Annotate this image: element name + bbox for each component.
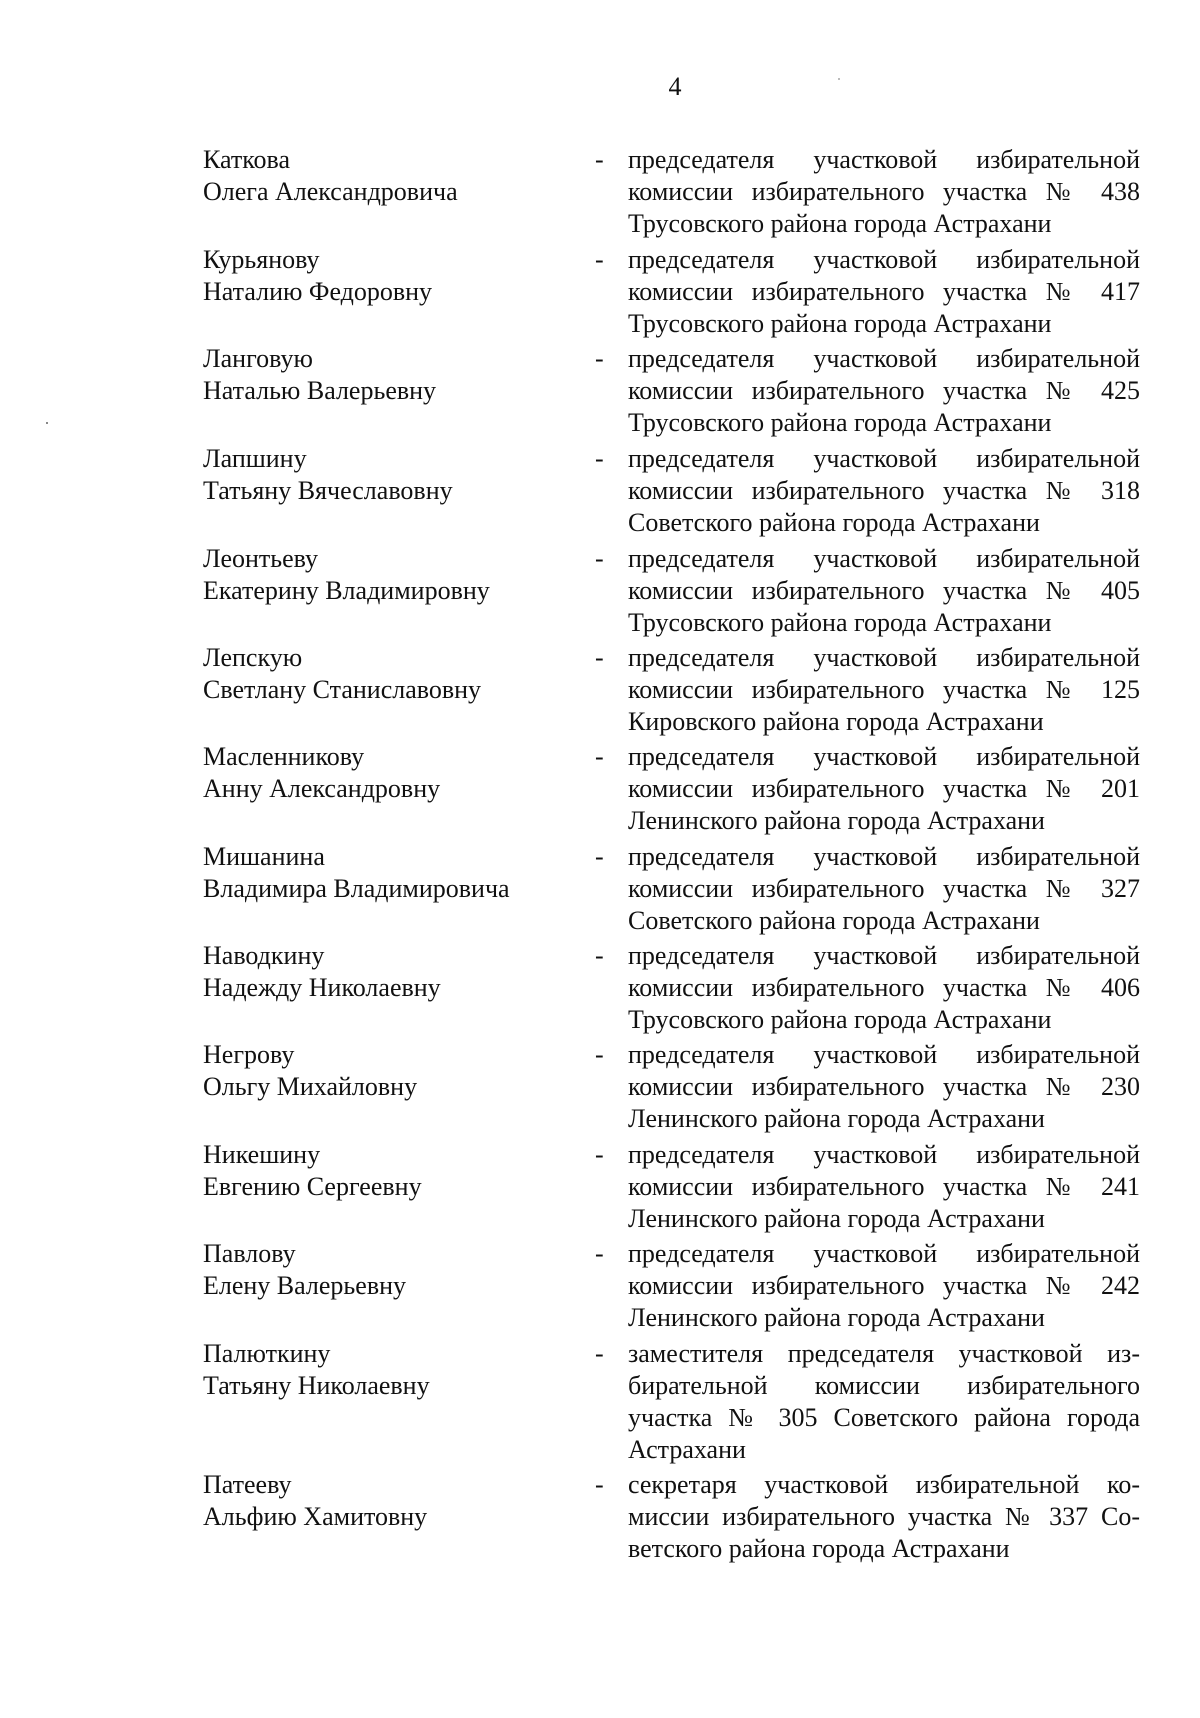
description-line: комиссии избирательного участка № 230 bbox=[628, 1072, 1140, 1101]
dash-separator: - bbox=[595, 145, 604, 174]
description-line: председателя участковой избирательной bbox=[628, 544, 1140, 573]
description-line: председателя участковой избирательной bbox=[628, 245, 1140, 274]
surname: Мишанина bbox=[203, 842, 325, 871]
scan-speck bbox=[838, 78, 840, 80]
person-name bbox=[203, 940, 583, 1004]
description-line: Кировского района города Астрахани bbox=[628, 707, 1044, 736]
surname: Палюткину bbox=[203, 1339, 331, 1368]
given-names: Владимира Владимировича bbox=[203, 874, 510, 903]
description-line: комиссии избирательного участка № 318 bbox=[628, 476, 1140, 505]
description-line: председателя участковой избирательной bbox=[628, 1140, 1140, 1169]
person-name bbox=[203, 543, 583, 607]
given-names: Татьяну Вячеславовну bbox=[203, 476, 453, 505]
person-name bbox=[203, 1238, 583, 1302]
description-line: комиссии избирательного участка № 125 bbox=[628, 675, 1140, 704]
given-names: Надежду Николаевну bbox=[203, 973, 441, 1002]
given-names: Наталью Валерьевну bbox=[203, 376, 437, 405]
position-description bbox=[628, 940, 1140, 1036]
dash-separator: - bbox=[595, 842, 604, 871]
dash-separator: - bbox=[595, 344, 604, 373]
description-line: Трусовского района города Астрахани bbox=[628, 309, 1052, 338]
description-line: участка № 305 Советского района города bbox=[628, 1403, 1140, 1432]
surname: Леонтьеву bbox=[203, 544, 319, 573]
given-names: Альфию Хамитовну bbox=[203, 1502, 428, 1531]
surname: Масленникову bbox=[203, 742, 365, 771]
position-description bbox=[628, 1039, 1140, 1135]
given-names: Светлану Станиславовну bbox=[203, 675, 482, 704]
surname: Никешину bbox=[203, 1140, 321, 1169]
given-names: Анну Александровну bbox=[203, 774, 441, 803]
description-line: Ленинского района города Астрахани bbox=[628, 1104, 1045, 1133]
description-line: ветского района города Астрахани bbox=[628, 1534, 1010, 1563]
position-description bbox=[628, 642, 1140, 738]
description-line: председателя участковой избирательной bbox=[628, 145, 1140, 174]
description-line: председателя участковой избирательной bbox=[628, 941, 1140, 970]
position-description bbox=[628, 543, 1140, 639]
description-line: председателя участковой избирательной bbox=[628, 643, 1140, 672]
description-line: Советского района города Астрахани bbox=[628, 906, 1040, 935]
description-line: Ленинского района города Астрахани bbox=[628, 1303, 1045, 1332]
surname: Негрову bbox=[203, 1040, 295, 1069]
person-name bbox=[203, 244, 583, 308]
position-description bbox=[628, 443, 1140, 539]
person-name bbox=[203, 1039, 583, 1103]
description-line: комиссии избирательного участка № 406 bbox=[628, 973, 1140, 1002]
position-description bbox=[628, 244, 1140, 340]
surname: Ланговую bbox=[203, 344, 313, 373]
dash-separator: - bbox=[595, 742, 604, 771]
description-line: Трусовского района города Астрахани bbox=[628, 608, 1052, 637]
description-line: Ленинского района города Астрахани bbox=[628, 1204, 1045, 1233]
person-name bbox=[203, 642, 583, 706]
description-line: Ленинского района города Астрахани bbox=[628, 806, 1045, 835]
dash-separator: - bbox=[595, 245, 604, 274]
position-description bbox=[628, 741, 1140, 837]
page-number: 4 bbox=[668, 72, 682, 101]
position-description bbox=[628, 841, 1140, 937]
position-description bbox=[628, 1238, 1140, 1334]
description-line: комиссии избирательного участка № 417 bbox=[628, 277, 1140, 306]
person-name bbox=[203, 343, 583, 407]
dash-separator: - bbox=[595, 643, 604, 672]
dash-separator: - bbox=[595, 1040, 604, 1069]
dash-separator: - bbox=[595, 1239, 604, 1268]
description-line: бирательной комиссии избирательного bbox=[628, 1371, 1140, 1400]
person-name bbox=[203, 144, 583, 208]
surname: Павлову bbox=[203, 1239, 296, 1268]
given-names: Евгению Сергеевну bbox=[203, 1172, 422, 1201]
surname: Лапшину bbox=[203, 444, 307, 473]
dash-separator: - bbox=[595, 1470, 604, 1499]
person-name bbox=[203, 1469, 583, 1533]
description-line: председателя участковой избирательной bbox=[628, 742, 1140, 771]
description-line: комиссии избирательного участка № 242 bbox=[628, 1271, 1140, 1300]
surname: Курьянову bbox=[203, 245, 320, 274]
position-description bbox=[628, 343, 1140, 439]
description-line: Трусовского района города Астрахани bbox=[628, 1005, 1052, 1034]
position-description bbox=[628, 1338, 1140, 1466]
description-line: миссии избирательного участка № 337 Со- bbox=[628, 1502, 1140, 1531]
description-line: Астрахани bbox=[628, 1435, 746, 1464]
dash-separator: - bbox=[595, 544, 604, 573]
position-description bbox=[628, 1469, 1140, 1565]
dash-separator: - bbox=[595, 1339, 604, 1368]
surname: Каткова bbox=[203, 145, 291, 174]
dash-separator: - bbox=[595, 1140, 604, 1169]
description-line: комиссии избирательного участка № 201 bbox=[628, 774, 1140, 803]
description-line: председателя участковой избирательной bbox=[628, 1239, 1140, 1268]
description-line: комиссии избирательного участка № 425 bbox=[628, 376, 1140, 405]
person-name bbox=[203, 1338, 583, 1402]
description-line: Трусовского района города Астрахани bbox=[628, 408, 1052, 437]
given-names: Елену Валерьевну bbox=[203, 1271, 407, 1300]
person-name bbox=[203, 741, 583, 805]
given-names: Ольгу Михайловну bbox=[203, 1072, 418, 1101]
description-line: комиссии избирательного участка № 241 bbox=[628, 1172, 1140, 1201]
description-line: председателя участковой избирательной bbox=[628, 1040, 1140, 1069]
description-line: председателя участковой избирательной bbox=[628, 842, 1140, 871]
dash-separator: - bbox=[595, 941, 604, 970]
position-description bbox=[628, 1139, 1140, 1235]
description-line: комиссии избирательного участка № 405 bbox=[628, 576, 1140, 605]
position-description bbox=[628, 144, 1140, 240]
description-line: председателя участковой избирательной bbox=[628, 344, 1140, 373]
surname: Лепскую bbox=[203, 643, 303, 672]
description-line: заместителя председателя участковой из- bbox=[628, 1339, 1140, 1368]
dash-separator: - bbox=[595, 444, 604, 473]
description-line: председателя участковой избирательной bbox=[628, 444, 1140, 473]
description-line: секретаря участковой избирательной ко- bbox=[628, 1470, 1140, 1499]
given-names: Татьяну Николаевну bbox=[203, 1371, 430, 1400]
person-name bbox=[203, 443, 583, 507]
person-name bbox=[203, 841, 583, 905]
surname: Патееву bbox=[203, 1470, 292, 1499]
surname: Наводкину bbox=[203, 941, 325, 970]
given-names: Екатерину Владимировну bbox=[203, 576, 490, 605]
person-name bbox=[203, 1139, 583, 1203]
description-line: комиссии избирательного участка № 438 bbox=[628, 177, 1140, 206]
given-names: Наталию Федоровну bbox=[203, 277, 433, 306]
description-line: Советского района города Астрахани bbox=[628, 508, 1040, 537]
description-line: Трусовского района города Астрахани bbox=[628, 209, 1052, 238]
given-names: Олега Александровича bbox=[203, 177, 458, 206]
description-line: комиссии избирательного участка № 327 bbox=[628, 874, 1140, 903]
scan-speck bbox=[46, 422, 48, 424]
